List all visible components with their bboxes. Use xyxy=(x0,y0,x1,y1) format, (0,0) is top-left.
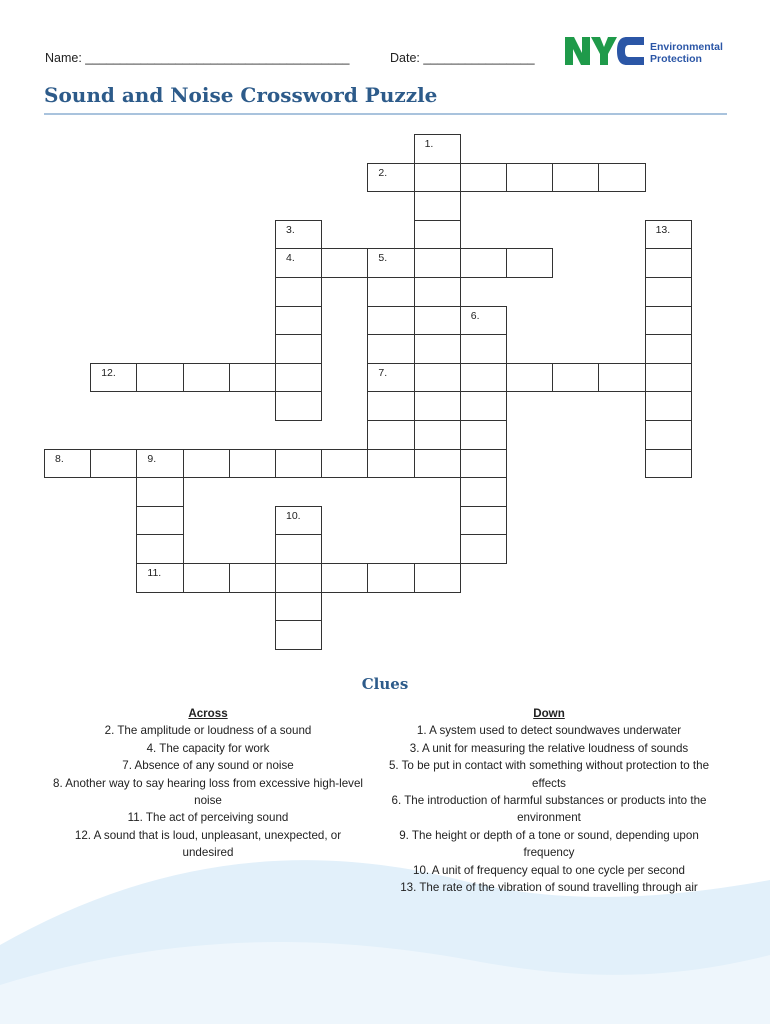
crossword-cell[interactable] xyxy=(414,563,461,593)
clue-number: 9. xyxy=(147,452,157,465)
down-clues xyxy=(388,705,710,896)
crossword-cell[interactable] xyxy=(275,391,322,421)
down-heading: Down xyxy=(533,707,565,720)
crossword-cell[interactable] xyxy=(275,277,322,307)
down-clue: 1. A system used to detect soundwaves underwater xyxy=(416,724,682,738)
down-clue: 3. A unit for measuring the relative loudness of sounds xyxy=(409,741,689,755)
crossword-cell[interactable] xyxy=(367,363,414,393)
crossword-cell[interactable] xyxy=(275,620,322,650)
crossword-cell[interactable] xyxy=(367,449,414,479)
crossword-cell[interactable] xyxy=(645,363,692,393)
crossword-cell[interactable] xyxy=(136,506,183,536)
crossword-cell[interactable] xyxy=(44,449,91,479)
crossword-cell[interactable] xyxy=(183,563,230,593)
clue-number: 13. xyxy=(655,223,671,236)
crossword-cell[interactable] xyxy=(645,277,692,307)
crossword-cell[interactable] xyxy=(275,506,322,536)
across-clue: 2. The amplitude or loudness of a sound xyxy=(104,724,312,738)
logo-line-protection: Protection xyxy=(650,53,702,65)
across-clue: 12. A sound that is loud, unpleasant, unexpected, or undesired xyxy=(74,828,342,860)
crossword-cell[interactable] xyxy=(90,449,137,479)
crossword-cell[interactable] xyxy=(136,363,183,393)
clue-number: 5. xyxy=(378,252,388,265)
crossword-cell[interactable] xyxy=(460,334,507,364)
crossword-cell[interactable] xyxy=(136,477,183,507)
clue-number: 3. xyxy=(286,223,295,236)
crossword-cell[interactable] xyxy=(136,534,183,564)
crossword-cell[interactable] xyxy=(321,563,368,593)
crossword-cell[interactable] xyxy=(367,163,414,193)
down-clue: 6. The introduction of harmful substances or products into the environment xyxy=(391,794,707,825)
across-clues xyxy=(48,705,368,862)
crossword-cell[interactable] xyxy=(506,363,553,393)
crossword-cell[interactable] xyxy=(321,449,368,479)
crossword-cell[interactable] xyxy=(460,477,507,507)
crossword-cell[interactable] xyxy=(414,391,461,421)
crossword-cell[interactable] xyxy=(598,363,645,393)
date-field-line: Date: ________________ xyxy=(390,51,535,65)
across-clue: 8. Another way to say hearing loss from excessive high-level noise xyxy=(53,776,363,808)
crossword-cell[interactable] xyxy=(275,592,322,622)
crossword-cell[interactable] xyxy=(275,306,322,336)
crossword-cell[interactable] xyxy=(275,220,322,250)
crossword-cell[interactable] xyxy=(460,163,507,193)
crossword-cell[interactable] xyxy=(645,306,692,336)
crossword-cell[interactable] xyxy=(136,563,183,593)
crossword-cell[interactable] xyxy=(367,391,414,421)
crossword-cell[interactable] xyxy=(414,220,461,250)
down-clue: 10. A unit of frequency equal to one cycle per second xyxy=(413,863,685,877)
clue-number: 7. xyxy=(378,366,388,379)
crossword-cell[interactable] xyxy=(645,449,692,479)
crossword-cell[interactable] xyxy=(460,420,507,450)
crossword-cell[interactable] xyxy=(367,563,414,593)
crossword-cell[interactable] xyxy=(414,134,461,164)
clue-number: 10. xyxy=(286,509,301,522)
crossword-cell[interactable] xyxy=(229,363,276,393)
crossword-cell[interactable] xyxy=(275,449,322,479)
across-clue: 7. Absence of any sound or noise xyxy=(122,759,294,773)
clue-number: 4. xyxy=(286,252,295,265)
crossword-cell[interactable] xyxy=(460,391,507,421)
crossword-cell[interactable] xyxy=(645,220,692,250)
crossword-cell[interactable] xyxy=(136,449,183,479)
crossword-cell[interactable] xyxy=(183,449,230,479)
crossword-cell[interactable] xyxy=(414,306,461,336)
down-clue: 9. The height or depth of a tone or sound, depending upon frequency xyxy=(399,828,699,860)
crossword-cell[interactable] xyxy=(645,248,692,278)
crossword-cell[interactable] xyxy=(460,248,507,278)
across-clue: 4. The capacity for work xyxy=(146,741,270,755)
crossword-cell[interactable] xyxy=(645,420,692,450)
crossword-cell[interactable] xyxy=(367,277,414,307)
logo-line-environmental: Environmental xyxy=(650,41,723,53)
crossword-cell[interactable] xyxy=(460,306,507,336)
crossword-cell[interactable] xyxy=(367,420,414,450)
crossword-cell[interactable] xyxy=(367,306,414,336)
crossword-cell[interactable] xyxy=(414,334,461,364)
crossword-cell[interactable] xyxy=(275,563,322,593)
clue-number: 1. xyxy=(424,138,434,150)
crossword-cell[interactable] xyxy=(506,248,553,278)
crossword-cell[interactable] xyxy=(229,563,276,593)
crossword-cell[interactable] xyxy=(275,534,322,564)
crossword-cell[interactable] xyxy=(460,534,507,564)
crossword-cell[interactable] xyxy=(414,163,461,193)
crossword-cell[interactable] xyxy=(414,248,461,278)
crossword-cell[interactable] xyxy=(460,506,507,536)
crossword-cell[interactable] xyxy=(229,449,276,479)
crossword-cell[interactable] xyxy=(414,420,461,450)
crossword-cell[interactable] xyxy=(414,449,461,479)
across-heading: Across xyxy=(188,707,228,720)
crossword-cell[interactable] xyxy=(414,363,461,393)
crossword-cell[interactable] xyxy=(645,391,692,421)
clue-number: 2. xyxy=(378,166,388,179)
clue-number: 8. xyxy=(55,452,64,465)
crossword-cell[interactable] xyxy=(414,191,461,221)
crossword-cell[interactable] xyxy=(414,277,461,307)
clue-number: 11. xyxy=(147,567,162,579)
crossword-cell[interactable] xyxy=(460,363,507,393)
crossword-cell[interactable] xyxy=(321,248,368,278)
crossword-cell[interactable] xyxy=(460,449,507,479)
page-title: Sound and Noise Crossword Puzzle xyxy=(44,83,438,107)
down-clue: 5. To be put in contact with something without protection to the effects xyxy=(388,759,710,790)
crossword-cell[interactable] xyxy=(275,334,322,364)
crossword-cell[interactable] xyxy=(645,334,692,364)
across-clue: 11. The act of perceiving sound xyxy=(127,811,289,825)
clue-number: 6. xyxy=(470,309,480,322)
crossword-cell[interactable] xyxy=(90,363,137,393)
crossword-cell[interactable] xyxy=(183,363,230,393)
clues-heading: Clues xyxy=(361,675,409,693)
crossword-cell[interactable] xyxy=(275,248,322,278)
crossword-cell[interactable] xyxy=(506,163,553,193)
crossword-cell[interactable] xyxy=(367,334,414,364)
crossword-cell[interactable] xyxy=(367,248,414,278)
crossword-cell[interactable] xyxy=(552,163,599,193)
name-field-line: Name: ______________________________________ xyxy=(45,51,350,65)
crossword-cell[interactable] xyxy=(552,363,599,393)
down-clue: 13. The rate of the vibration of sound travelling through air xyxy=(400,881,698,895)
clue-number: 12. xyxy=(101,366,116,379)
crossword-cell[interactable] xyxy=(275,363,322,393)
crossword-cell[interactable] xyxy=(598,163,645,193)
